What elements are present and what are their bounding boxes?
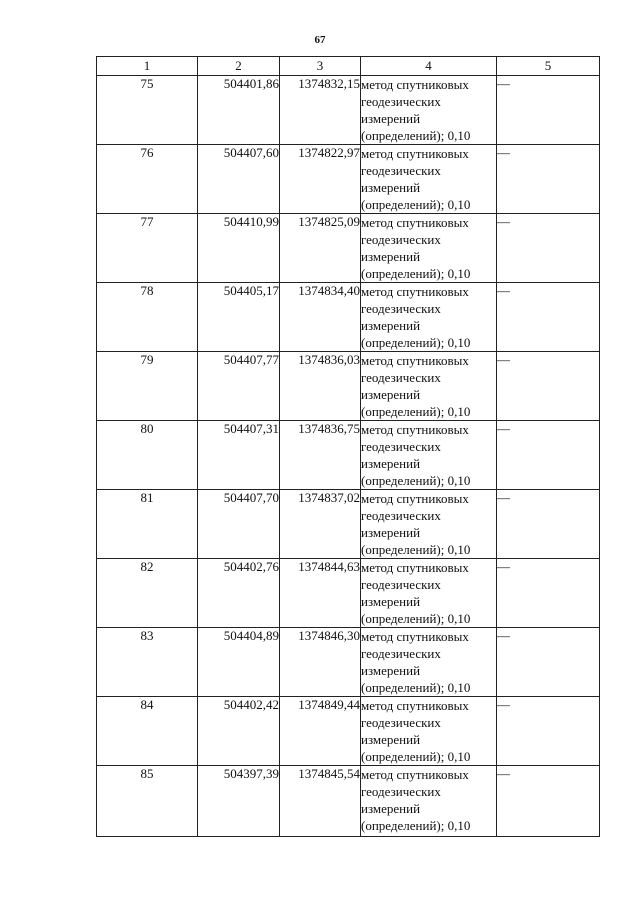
note-cell: —	[497, 145, 600, 214]
note-cell: —	[497, 766, 600, 837]
method-text-line: геодезических	[361, 646, 441, 661]
method-cell	[361, 559, 497, 628]
method-text-line: геодезических	[361, 370, 441, 385]
method-cell	[361, 490, 497, 559]
method-text-line: геодезических	[361, 439, 441, 454]
table-row	[97, 559, 600, 628]
method-text-line: измерений	[361, 318, 421, 333]
table-row	[97, 214, 600, 283]
method-text-line: измерений	[361, 801, 421, 816]
method-text-line: метод спутниковых	[361, 353, 469, 368]
method-text-line: метод спутниковых	[361, 146, 469, 161]
column-header-1: 1	[97, 57, 198, 76]
point-number-cell: 82	[97, 559, 198, 628]
x-coordinate-cell: 504404,89	[198, 628, 280, 697]
method-cell	[361, 283, 497, 352]
x-coordinate-cell: 504402,42	[198, 697, 280, 766]
method-text-line: геодезических	[361, 232, 441, 247]
note-cell: —	[497, 352, 600, 421]
method-text-line: измерений	[361, 387, 421, 402]
note-cell: —	[497, 283, 600, 352]
method-text-line: (определений); 0,10	[361, 680, 471, 695]
method-text-line: метод спутниковых	[361, 698, 469, 713]
x-coordinate-cell: 504407,77	[198, 352, 280, 421]
column-header-4: 4	[361, 57, 497, 76]
y-coordinate-cell: 1374825,09	[280, 214, 361, 283]
table-row	[97, 76, 600, 145]
method-text-line: (определений); 0,10	[361, 818, 471, 833]
x-coordinate-cell: 504407,70	[198, 490, 280, 559]
method-cell	[361, 352, 497, 421]
method-text-line: метод спутниковых	[361, 629, 469, 644]
table-row	[97, 628, 600, 697]
y-coordinate-cell: 1374837,02	[280, 490, 361, 559]
x-coordinate-cell: 504407,60	[198, 145, 280, 214]
method-cell	[361, 145, 497, 214]
method-text-line: метод спутниковых	[361, 77, 469, 92]
method-cell	[361, 697, 497, 766]
note-cell: —	[497, 559, 600, 628]
method-text-line: измерений	[361, 249, 421, 264]
method-text-line: измерений	[361, 456, 421, 471]
method-text-line: измерений	[361, 525, 421, 540]
note-cell: —	[497, 76, 600, 145]
method-cell	[361, 766, 497, 837]
y-coordinate-cell: 1374845,54	[280, 766, 361, 837]
method-text-line: геодезических	[361, 94, 441, 109]
method-cell	[361, 76, 497, 145]
point-number-cell: 80	[97, 421, 198, 490]
method-text-line: геодезических	[361, 577, 441, 592]
method-text-line: геодезических	[361, 784, 441, 799]
point-number-cell: 79	[97, 352, 198, 421]
column-header-2: 2	[198, 57, 280, 76]
point-number-cell: 78	[97, 283, 198, 352]
table-row	[97, 352, 600, 421]
y-coordinate-cell: 1374822,97	[280, 145, 361, 214]
table-row	[97, 283, 600, 352]
method-text-line: (определений); 0,10	[361, 128, 471, 143]
method-text-line: (определений); 0,10	[361, 404, 471, 419]
method-text-line: измерений	[361, 732, 421, 747]
x-coordinate-cell: 504407,31	[198, 421, 280, 490]
x-coordinate-cell: 504410,99	[198, 214, 280, 283]
method-text-line: (определений); 0,10	[361, 335, 471, 350]
y-coordinate-cell: 1374834,40	[280, 283, 361, 352]
method-cell	[361, 628, 497, 697]
coordinates-table	[96, 56, 600, 837]
table-header-row	[97, 57, 600, 76]
y-coordinate-cell: 1374836,03	[280, 352, 361, 421]
x-coordinate-cell: 504405,17	[198, 283, 280, 352]
method-text-line: измерений	[361, 180, 421, 195]
method-text-line: метод спутниковых	[361, 560, 469, 575]
table-row	[97, 490, 600, 559]
y-coordinate-cell: 1374836,75	[280, 421, 361, 490]
method-text-line: геодезических	[361, 301, 441, 316]
method-text-line: (определений); 0,10	[361, 266, 471, 281]
page-number: 67	[314, 34, 326, 46]
note-cell: —	[497, 490, 600, 559]
method-text-line: измерений	[361, 594, 421, 609]
method-text-line: (определений); 0,10	[361, 749, 471, 764]
x-coordinate-cell: 504402,76	[198, 559, 280, 628]
method-text-line: метод спутниковых	[361, 767, 469, 782]
method-text-line: измерений	[361, 111, 421, 126]
y-coordinate-cell: 1374846,30	[280, 628, 361, 697]
method-text-line: геодезических	[361, 508, 441, 523]
y-coordinate-cell: 1374849,44	[280, 697, 361, 766]
note-cell: —	[497, 214, 600, 283]
y-coordinate-cell: 1374832,15	[280, 76, 361, 145]
x-coordinate-cell: 504401,86	[198, 76, 280, 145]
method-text-line: геодезических	[361, 715, 441, 730]
point-number-cell: 77	[97, 214, 198, 283]
note-cell: —	[497, 697, 600, 766]
y-coordinate-cell: 1374844,63	[280, 559, 361, 628]
table-row	[97, 421, 600, 490]
table-row	[97, 697, 600, 766]
method-text-line: геодезических	[361, 163, 441, 178]
method-text-line: метод спутниковых	[361, 491, 469, 506]
column-header-5: 5	[497, 57, 600, 76]
method-text-line: метод спутниковых	[361, 215, 469, 230]
point-number-cell: 76	[97, 145, 198, 214]
x-coordinate-cell: 504397,39	[198, 766, 280, 837]
method-text-line: (определений); 0,10	[361, 473, 471, 488]
method-cell	[361, 214, 497, 283]
method-text-line: измерений	[361, 663, 421, 678]
method-text-line: метод спутниковых	[361, 422, 469, 437]
method-cell	[361, 421, 497, 490]
method-text-line: (определений); 0,10	[361, 197, 471, 212]
note-cell: —	[497, 628, 600, 697]
point-number-cell: 75	[97, 76, 198, 145]
table-row	[97, 145, 600, 214]
method-text-line: (определений); 0,10	[361, 611, 471, 626]
point-number-cell: 84	[97, 697, 198, 766]
point-number-cell: 85	[97, 766, 198, 837]
column-header-3: 3	[280, 57, 361, 76]
method-text-line: (определений); 0,10	[361, 542, 471, 557]
point-number-cell: 81	[97, 490, 198, 559]
point-number-cell: 83	[97, 628, 198, 697]
method-text-line: метод спутниковых	[361, 284, 469, 299]
table-row	[97, 766, 600, 837]
note-cell: —	[497, 421, 600, 490]
